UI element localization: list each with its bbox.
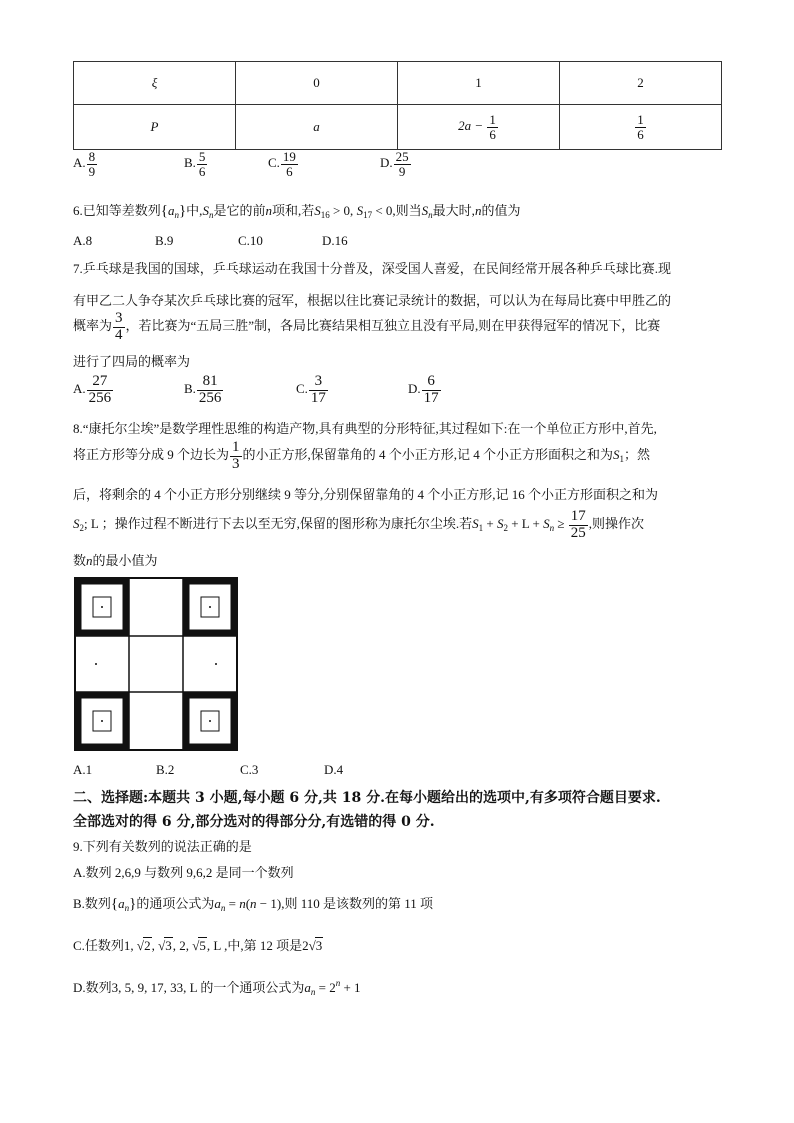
table-header-xi: ξ [74, 62, 236, 105]
q5-option-a[interactable]: A. $\frac{8}{9}$ [73, 149, 96, 179]
cell-prefix: 2a − [458, 117, 487, 133]
fraction: $\frac{5}{6}$ [198, 149, 206, 179]
q9-option-c[interactable]: C.任数列1, √2, √3, 2, √5, L ,中,第 12 项是2√3 [73, 938, 323, 953]
q8-line-4: $S_2$; L ；操作过程不断进行下去以至无穷,保留的图形称为康托尔尘埃.若$S_1 + S_2 + L + S_n$ ≥ $\frac{17}{25}$ ,则操作次 [73, 508, 644, 541]
q7-option-d[interactable]: D. $\frac{6}{17}$ [408, 373, 439, 406]
cantor-dust-figure [74, 577, 238, 751]
q5-option-d[interactable]: D. $\frac{25}{9}$ [380, 149, 409, 179]
q7-option-b[interactable]: B. $\frac{81}{256}$ [184, 373, 222, 406]
table-cell-a: a [236, 105, 398, 150]
section-2-heading-line-1: 二、选择题:本题共 3 小题,每小题 6 分,共 18 分.在每小题给出的选项中,有多项符合题目要求. [73, 790, 661, 806]
q8-option-a[interactable]: A.1 [73, 762, 93, 777]
fraction: $\frac{1}{6}$ [489, 111, 496, 142]
table-header-0: 0 [236, 62, 398, 105]
fraction: $\frac{1}{6}$ [637, 111, 644, 142]
q6-option-d[interactable]: D.16 [322, 233, 348, 248]
table-cell-2a-minus [398, 105, 560, 150]
q8-line-1: 8.“康托尔尘埃”是数学理性思维的构造产物,具有典型的分形特征,其过程如下:在一个单位正方形中,首先, [73, 421, 657, 436]
distribution-table [73, 61, 722, 150]
fraction: $\frac{3}{4}$ [115, 310, 123, 343]
q6-option-b[interactable]: B.9 [155, 233, 174, 248]
q8-line-5: 数n的最小值为 [73, 553, 158, 568]
q9-stem: 9.下列有关数列的说法正确的是 [73, 839, 252, 854]
table-header-2: 2 [560, 62, 722, 105]
q7-option-c[interactable]: C. $\frac{3}{17}$ [296, 373, 326, 406]
q7-line-4: 进行了四局的概率为 [73, 354, 191, 369]
q8-line-3: 后，将剩余的 4 个小正方形分别继续 9 等分,分别保留靠角的 4 个小正方形,记 16 个小正方形面积之和为 [73, 487, 659, 502]
fraction: $\frac{6}{17}$ [423, 373, 439, 406]
fraction: $\frac{19}{6}$ [282, 149, 296, 179]
q9-option-d[interactable]: D.数列3, 5, 9, 17, 33, L 的一个通项公式为$a_n = 2^n + 1$ [73, 978, 361, 997]
q8-option-c[interactable]: C.3 [240, 762, 259, 777]
q6-option-a[interactable]: A.8 [73, 233, 93, 248]
table-row-label-p: P [74, 105, 236, 150]
fraction: $\frac{1}{3}$ [232, 439, 240, 472]
section-2-heading-line-2: 全部选对的得 6 分,部分选对的得部分分,有选错的得 0 分. [73, 814, 435, 830]
fraction: $\frac{8}{9}$ [88, 149, 96, 179]
q5-option-c[interactable]: C. $\frac{19}{6}$ [268, 149, 296, 179]
q8-option-b[interactable]: B.2 [156, 762, 175, 777]
q5-option-b[interactable]: B. $\frac{5}{6}$ [184, 149, 206, 179]
q7-line-1: 7.乒乓球是我国的国球，乒乓球运动在我国十分普及，深受国人喜爱，在民间经常开展各种乒乓球比赛.现 [73, 261, 672, 276]
q7-option-a[interactable]: A. $\frac{27}{256}$ [73, 373, 112, 406]
fraction: $\frac{3}{17}$ [310, 373, 326, 406]
fraction: $\frac{25}{9}$ [395, 149, 409, 179]
q8-option-d[interactable]: D.4 [324, 762, 344, 777]
corner-block-bottom-left [75, 692, 129, 750]
corner-block-top-right [183, 578, 237, 636]
q9-option-b[interactable]: B.数列$\{a_n\}$的通项公式为$a_n = n(n - 1)$,则 110 是该数列的第 11 项 [73, 896, 433, 913]
q6-option-c[interactable]: C.10 [238, 233, 263, 248]
corner-block-bottom-right [183, 692, 237, 750]
q8-line-2: 将正方形等分成 9 个边长为 $\frac{1}{3}$ 的小正方形,保留靠角的 4 个小正方形,记 4 个小正方形面积之和为$S_1$；然 [73, 439, 651, 472]
fraction: $\frac{27}{256}$ [88, 373, 112, 406]
q7-line-3: 概率为 $\frac{3}{4}$ ，若比赛为“五局三胜”制，各局比赛结果相互独立且没有平局,则在甲获得冠军的情况下，比赛 [73, 310, 661, 343]
table-header-1: 1 [398, 62, 560, 105]
fraction: $\frac{81}{256}$ [198, 373, 222, 406]
fraction: $\frac{17}{25}$ [570, 508, 586, 541]
q9-option-a[interactable]: A.数列 2,6,9 与数列 9,6,2 是同一个数列 [73, 865, 294, 880]
corner-block-top-left [75, 578, 129, 636]
table-cell-one-sixth [560, 105, 722, 150]
q7-line-2: 有甲乙二人争夺某次乒乓球比赛的冠军，根据以往比赛记录统计的数据，可以认为在每局比赛中甲胜乙的 [73, 293, 672, 308]
q6-stem: 6.已知等差数列$\{a_n\}$中$,S_n$是它的前n项和,若$S_{16} > 0$, $S_{17} < 0$,则当$S_n$最大时,n的值为 [73, 203, 521, 220]
